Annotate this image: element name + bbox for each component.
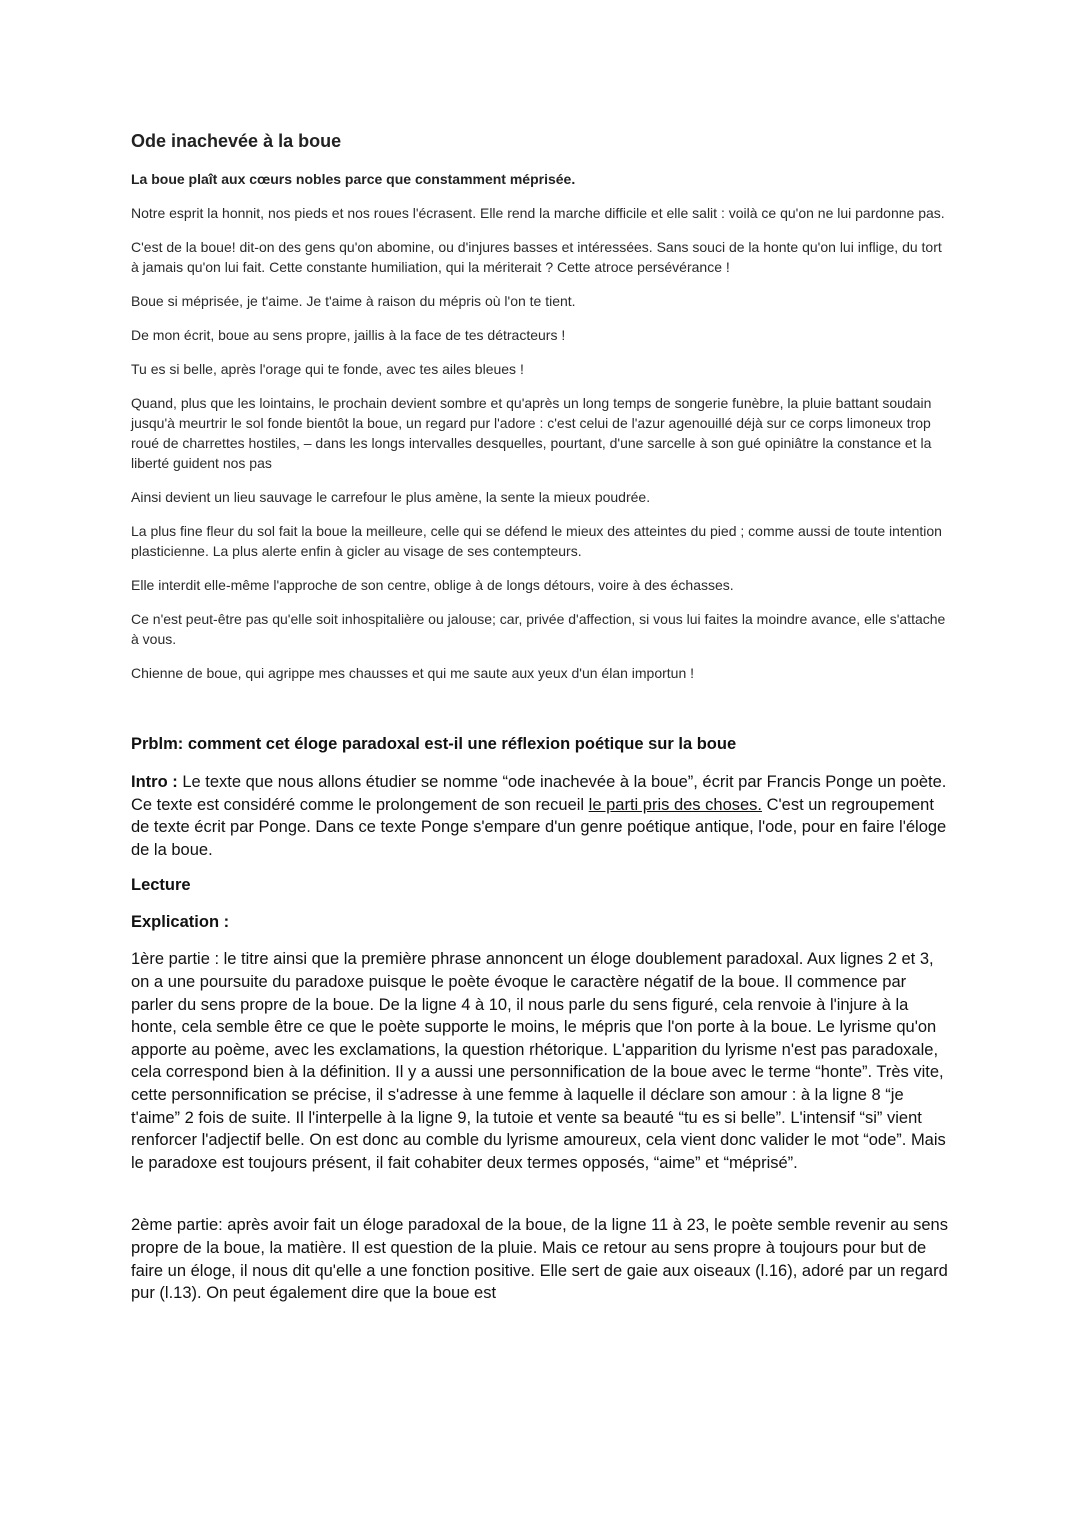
document-title: Ode inachevée à la boue [131,131,342,151]
poem-paragraph: Notre esprit la honnit, nos pieds et nos roues l'écrasent. Elle rend la marche difficile et elle salit : voilà ce qu'on ne lui pardonne pas. [131,205,945,221]
collection-title: le parti pris des choses. [588,795,763,814]
intro-text: Le texte que nous allons étudier se nomme “ode inachevée à la boue”, écrit par Francis Ponge un poète. Ce texte est considéré comme le prolongement de son recueil [131,773,947,814]
poem-section [131,169,949,683]
explication-heading: Explication : [131,913,230,932]
intro-text-continued: C'est un regroupement de texte écrit par Ponge. Dans ce texte Ponge s'empare d'un genre poétique antique, l'ode, pour en faire l'éloge de la boue. [131,795,947,859]
poem-paragraph: Quand, plus que les lointains, le prochain devient sombre et qu'après un long temps de songerie funèbre, la pluie battant soudain jusqu'à meurtrir le sol fonde bientôt la boue, un regard pur l'adore : c'est celui de l'azur agenouillé déjà sur ce corps limoneux trop roué de charrettes hostiles, – dans les longs intervalles desquelles, pourtant, d'une sarcelle à son gué opiniâtre la constance et la liberté guident nos pas [131,395,932,471]
poem-paragraph: Tu es si belle, après l'orage qui te fonde, avec tes ailes bleues ! [131,361,524,377]
poem-paragraph: Chienne de boue, qui agrippe mes chausses et qui me saute aux yeux d'un élan importun ! [131,665,695,681]
poem-paragraph: C'est de la boue! dit-on des gens qu'on abomine, ou d'injures basses et intéressées. Sans souci de la honte qu'on lui inflige, du tort à jamais qu'on lui fait. Cette constante humiliation, qui la mériterait ? Cette atroce persévérance ! [131,239,942,275]
poem-paragraph: Ainsi devient un lieu sauvage le carrefour le plus amène, la sente la mieux poudrée. [131,489,651,505]
part-two-paragraph: 2ème partie: après avoir fait un éloge paradoxal de la boue, de la ligne 11 à 23, le poète semble revenir au sens propre de la boue, la matière. Il est question de la pluie. Mais ce retour au sens propre à toujours pour but de faire un éloge, il nous dit qu'elle a une fonction positive. Elle sert de gaie aux oiseaux (l.16), adoré par un regard pur (l.13). On peut également dire que la boue est [131,1216,948,1303]
part-one-paragraph: 1ère partie : le titre ainsi que la première phrase annoncent un éloge doublement paradoxal. Aux lignes 2 et 3, on a une poursuite du paradoxe puisque le poète évoque le caractère négatif de la boue. Il commence par parler du sens propre de la boue. De la ligne 4 à 10, il nous parle du sens figuré, cela renvoie à l'injure à la honte, cela semble être ce que le poète supporte le moins, le mépris que l'on porte à la boue. Le lyrisme qu'on apporte au poème, avec les exclamations, la question rhétorique. L'apparition du lyrisme n'est pas paradoxale, cela correspond bien à la définition. Il y a aussi une personnification de la boue avec le terme “honte”. Très vite, cette personnification se précise, il s'adresse à une femme à laquelle il déclare son amour : à la ligne 8 “je t'aime” 2 fois de suite. Il l'interpelle à la ligne 9, la tutoie et vente sa beauté “tu es si belle”. L'intensif “si” vient renforcer l'adjectif belle. On est donc au comble du lyrisme amoureux, cela vient donc valider le mot “ode”. Mais le paradoxe est toujours présent, il fait cohabiter deux termes opposés, “aime” et “méprisé”. [131,950,946,1172]
poem-paragraph: Elle interdit elle-même l'approche de son centre, oblige à de longs détours, voire à des échasses. [131,577,734,593]
poem-paragraph: De mon écrit, boue au sens propre, jaillis à la face de tes détracteurs ! [131,327,566,343]
poem-paragraph: Boue si méprisée, je t'aime. Je t'aime à raison du mépris où l'on te tient. [131,293,576,309]
intro-label: Intro : [131,773,178,791]
poem-paragraph: Ce n'est peut-être pas qu'elle soit inhospitalière ou jalouse; car, privée d'affection, si vous lui faites la moindre avance, elle s'attache à vous. [131,611,946,647]
intro-paragraph [131,771,949,861]
poem-subtitle: La boue plaît aux cœurs nobles parce que constamment méprisée. [131,171,576,187]
poem-paragraph: La plus fine fleur du sol fait la boue la meilleure, celle qui se défend le mieux des atteintes du pied ; comme aussi de toute intention plasticienne. La plus alerte enfin à gicler au visage de ses contempteurs. [131,523,942,559]
problem-statement: Prblm: comment cet éloge paradoxal est-il une réflexion poétique sur la boue [131,735,737,753]
lecture-heading: Lecture [131,876,191,895]
analysis-section [131,733,949,1305]
